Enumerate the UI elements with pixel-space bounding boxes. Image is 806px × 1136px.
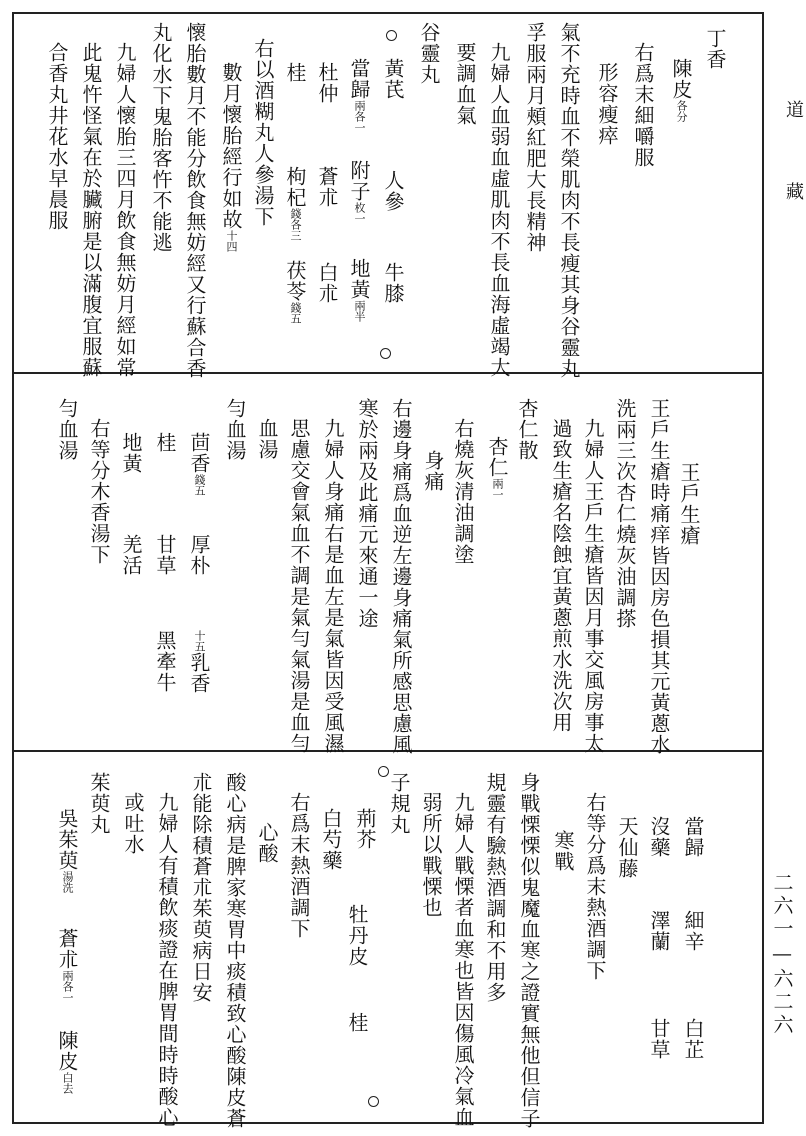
s1-ingredient-gui: 桂 bbox=[283, 62, 307, 83]
s2-heading-junxuetang: 勻血湯 bbox=[223, 398, 247, 461]
s2-ingredient-qianghuo: 羌活 bbox=[119, 534, 143, 576]
s1-line-8: 要調血氣 bbox=[453, 42, 477, 126]
s3-ingredient-zelan: 澤蘭 bbox=[647, 910, 671, 952]
s3-line-9: 弱所以戰慄也 bbox=[419, 792, 443, 918]
s2-ingredient-dihuang: 地黃 bbox=[119, 432, 143, 474]
s2-ingredient-gui: 桂 bbox=[153, 432, 177, 453]
s1-line-18: 九婦人懷胎三四月飲食無妨月經如常 bbox=[113, 42, 137, 378]
s3-ingredient-baizhi: 白芷 bbox=[681, 1018, 705, 1060]
s1-ingredient-fuling: 茯苓錢五 bbox=[283, 260, 307, 324]
s1-line-20: 合香丸井花水早晨服 bbox=[45, 42, 69, 231]
s1-ingredient-duzhong: 杜仲 bbox=[315, 62, 339, 104]
s1-line-19: 此鬼忤怪氣在於臟腑是以滿腹宜服蘇 bbox=[79, 42, 103, 378]
s3-ingredient-chenpi: 陳皮白去 bbox=[55, 1030, 79, 1094]
s2-ingredient-houpu: 厚朴 bbox=[187, 534, 211, 576]
s3-heading-zhuyuwan: 茱萸丸 bbox=[87, 772, 111, 835]
section-marker-circle bbox=[386, 30, 397, 41]
page-number: 二六一—六二六 bbox=[770, 872, 794, 1037]
s1-ingredient-baizhu: 白朮 bbox=[315, 262, 339, 304]
s2-line-4: 九婦人王戶生瘡皆因月事交風房事太 bbox=[581, 418, 605, 754]
s2-ingredient-heiqianniu: 黑牽牛 bbox=[153, 630, 177, 693]
s3-ingredient-moyao: 沒藥 bbox=[647, 816, 671, 858]
s1-line-6: 孚服兩月頰紅肥大長精神 bbox=[523, 22, 547, 253]
s1-line-16: 懷胎數月不能分飲食無妨經又行蘇合香 bbox=[183, 22, 207, 379]
s3-ingredient-tianxianteng: 天仙藤 bbox=[615, 816, 639, 879]
section-marker-circle bbox=[378, 766, 389, 777]
s2-ingredient-gancao: 甘草 bbox=[153, 534, 177, 576]
s3-line-7: 規靈有驗熱酒調和不用多 bbox=[483, 772, 507, 1003]
s1-ingredient-gouqi: 枸杞錢各三 bbox=[283, 166, 307, 241]
s3-line-17: 九婦人有積飲痰證在脾胃間時時酸心 bbox=[155, 792, 179, 1128]
s2-line-5: 過致生瘡名陰蝕宜黃蔥煎水洗次用 bbox=[549, 418, 573, 733]
s2-line-10: 右邊身痛爲血逆左邊身痛氣所感思慮風 bbox=[389, 398, 413, 755]
s2-heading-shentong: 身痛 bbox=[421, 450, 445, 492]
s3-ingredient-cangzhu: 蒼朮兩各一 bbox=[55, 928, 79, 1003]
s2-line-2: 王戶生瘡時痛痒皆因房色損其元黃蔥水 bbox=[647, 398, 671, 755]
s2-ingredient-xingren: 杏仁兩一 bbox=[485, 436, 509, 500]
s3-line-15: 酸心病是脾家寒胃中痰積致心酸陳皮蒼 bbox=[223, 772, 247, 1129]
s3-ingredient-xixin: 細辛 bbox=[681, 910, 705, 952]
s1-ingredient-renshen: 人參 bbox=[381, 170, 405, 212]
s2-line-12: 九婦人身痛右是血左是氣皆因受風濕 bbox=[321, 418, 345, 754]
s3-heading-xinsuan: 心酸 bbox=[255, 822, 279, 864]
s1-ingredient-niuxi: 牛膝 bbox=[381, 262, 405, 304]
s3-heading-zigui: 子規丸 bbox=[387, 772, 411, 835]
s1-line-15: 數月懷胎經行如故十四 bbox=[219, 62, 243, 252]
s3-heading-hanzhan: 寒戰 bbox=[551, 830, 575, 872]
s1-line-7: 九婦人血弱血虛肌肉不長血海虛竭大 bbox=[487, 42, 511, 378]
s2-line-11: 寒於兩及此痛元來通一途 bbox=[355, 398, 379, 629]
section-marker-circle bbox=[380, 348, 391, 359]
s1-line-17: 丸化水下鬼胎客忤不能逃 bbox=[149, 22, 173, 253]
s3-ingredient-gancao: 甘草 bbox=[647, 1018, 671, 1060]
section-marker-circle bbox=[368, 1096, 379, 1107]
s1-line-14: 右以酒糊丸人參湯下 bbox=[251, 38, 275, 227]
s3-ingredient-baishaoyao: 白芍藥 bbox=[319, 808, 343, 871]
margin-label-second: 藏 bbox=[783, 182, 804, 206]
s3-line-18: 或吐水 bbox=[121, 792, 145, 855]
s1-line-1: 丁香 bbox=[703, 28, 727, 70]
s3-line-4: 右等分爲末熱酒調下 bbox=[583, 792, 607, 981]
s3-line-13: 右爲末熱酒調下 bbox=[287, 792, 311, 939]
s3-ingredient-gui: 桂 bbox=[345, 1012, 369, 1033]
s2-line-8: 右燒灰清油調塗 bbox=[451, 418, 475, 565]
s3-line-16: 朮能除積蒼朮茱萸病日安 bbox=[189, 772, 213, 1003]
s3-line-6: 身戰慄慄似鬼魔血寒之證實無他但信子 bbox=[517, 772, 541, 1129]
s2-line-20: 勻血湯 bbox=[55, 398, 79, 461]
s2-heading-wanghu: 王戶生瘡 bbox=[677, 462, 701, 546]
s3-ingredient-mudanpi: 牡丹皮 bbox=[345, 904, 369, 967]
s1-ingredient-cangzhu: 蒼朮 bbox=[315, 166, 339, 208]
margin-label-top: 道 bbox=[783, 100, 804, 124]
s2-line-13: 思慮交會氣血不調是氣勻氣湯是血勻 bbox=[287, 418, 311, 754]
s1-ingredient-huangqi: 黃芪 bbox=[381, 58, 405, 100]
s1-line-3: 右爲末細嚼服 bbox=[631, 42, 655, 168]
s1-ingredient-danggui: 當歸兩各一 bbox=[347, 58, 371, 133]
s1-ingredient-fuzi: 附子枚一 bbox=[347, 160, 371, 224]
s2-ingredient-ruxiang: 十五乳香 bbox=[187, 630, 211, 694]
s3-ingredient-wuzhuyu: 吳茱萸湯洗 bbox=[55, 808, 79, 893]
s1-ingredient-dihuang: 地黃兩半 bbox=[347, 258, 371, 322]
s1-line-9: 谷靈丸 bbox=[417, 22, 441, 85]
s2-line-3: 洗兩三次杏仁燒灰油調搽 bbox=[613, 398, 637, 629]
s2-line-14: 血湯 bbox=[255, 418, 279, 460]
s3-line-8: 九婦人戰慄者血寒也皆因傷風冷氣血 bbox=[451, 792, 475, 1128]
s1-line-2: 陳皮各分 bbox=[669, 58, 693, 122]
s3-ingredient-danggui: 當歸 bbox=[681, 816, 705, 858]
s3-ingredient-jingjie: 荊芥 bbox=[353, 808, 377, 850]
s2-ingredient-huixiang: 茴香錢五 bbox=[187, 432, 211, 496]
s2-line-19: 右等分木香湯下 bbox=[87, 418, 111, 565]
s1-line-5: 氣不充時血不榮肌肉不長瘦其身谷靈丸 bbox=[557, 22, 581, 379]
s2-heading-xingrensan: 杏仁散 bbox=[515, 398, 539, 461]
s1-line-4: 形容瘦瘁 bbox=[595, 62, 619, 146]
